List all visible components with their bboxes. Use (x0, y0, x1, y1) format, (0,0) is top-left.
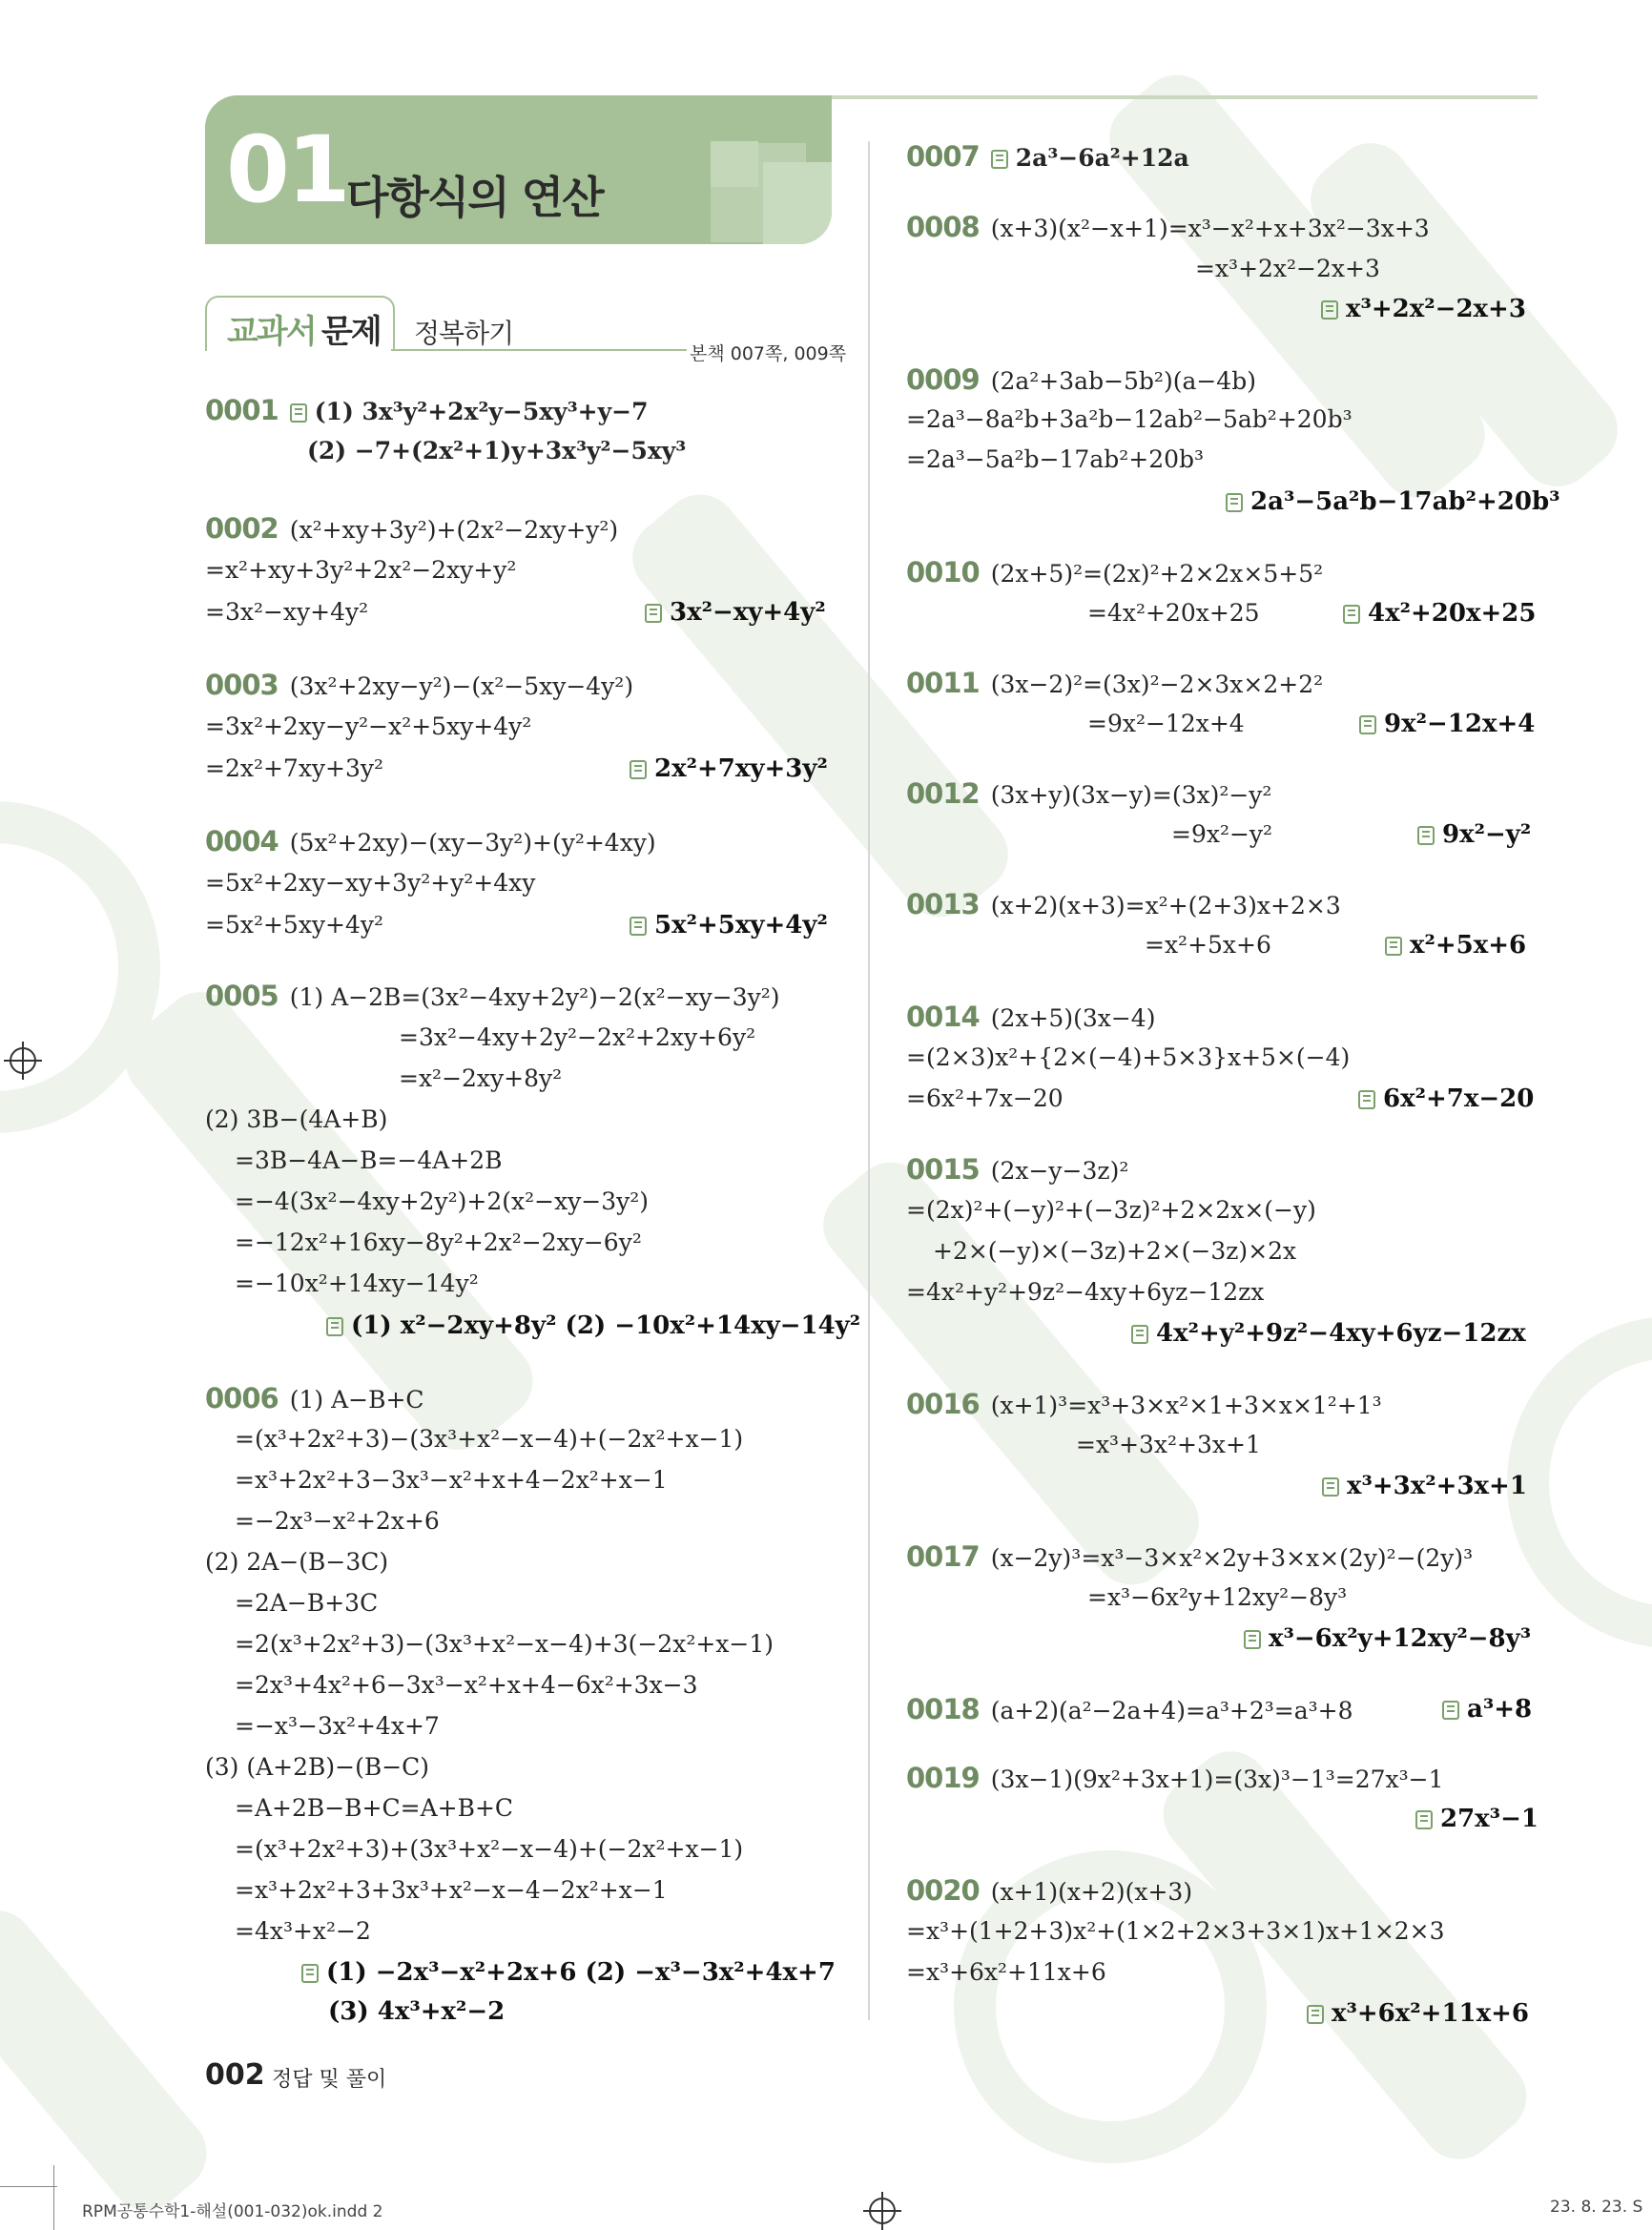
solution-line: =2x²+7xy+3y² (205, 754, 384, 782)
problem-0012 (906, 776, 1271, 813)
registration-mark-icon (10, 1047, 36, 1074)
solution-line: (3x+y)(3x−y)=(3x)²−y² (990, 781, 1272, 809)
solution-line: =2a³−5a²b−17ab²+20b³ (906, 445, 1205, 473)
answer (1307, 1996, 1529, 2031)
problem-number: 0011 (906, 667, 980, 699)
solution-line: =5x²+5xy+4y² (205, 911, 384, 939)
answer-icon (301, 1964, 319, 1983)
solution-line: =(x³+2x²+3)−(3x³+x²−x−4)+(−2x²+x−1) (235, 1425, 744, 1453)
answer-icon (1385, 937, 1402, 956)
answer (1343, 596, 1536, 630)
problem-number: 0019 (906, 1762, 980, 1794)
problem-number: 0009 (906, 363, 980, 396)
answer-icon (1322, 1477, 1339, 1497)
solution-line: (x²+xy+3y²)+(2x²−2xy+y²) (289, 516, 619, 544)
registration-mark-icon (869, 2198, 896, 2224)
solution-line: =−2x³−x²+2x+6 (235, 1507, 440, 1535)
solution-line: =(2×3)x²+{2×(−4)+5×3}x+5×(−4) (906, 1043, 1351, 1071)
solution-line: =2(x³+2x²+3)−(3x³+x²−x−4)+3(−2x²+x−1) (235, 1630, 774, 1658)
answer-text: 27x³−1 (1440, 1805, 1538, 1833)
problem-0010 (906, 555, 1323, 591)
solution-line: (5x²+2xy)−(xy−3y²)+(y²+4xy) (289, 829, 656, 857)
solution-line: (x+1)³=x³+3×x²×1+3×x×1²+1³ (990, 1392, 1382, 1419)
solution-line: (2) 3B−(4A+B) (205, 1105, 388, 1133)
answer-line (307, 434, 686, 468)
header-rule (832, 95, 1538, 99)
answer-text: (1) −2x³−x²+2x+6 (2) −x³−3x²+4x+7 (326, 1958, 836, 1987)
answer (1385, 928, 1526, 962)
solution-line: (2) 2A−(B−3C) (205, 1548, 389, 1576)
problem-0014 (906, 1000, 1155, 1036)
solution-line: (a+2)(a²−2a+4)=a³+2³=a³+8 (990, 1697, 1353, 1724)
answer-icon (1442, 1701, 1459, 1720)
answer-icon (1359, 715, 1376, 734)
solution-line: =−12x²+16xy−8y²+2x²−2xy−6y² (235, 1229, 642, 1256)
answer (1358, 1082, 1534, 1116)
problem-0016 (906, 1387, 1382, 1423)
answer: (3) 4x³+x²−2 (328, 1997, 506, 2026)
problem-0006 (205, 1381, 424, 1417)
answer-icon (1226, 493, 1243, 512)
watermark-shape (617, 479, 1023, 932)
solution-line: =3x²+2xy−y²−x²+5xy+4y² (205, 712, 532, 740)
problem-0020 (906, 1873, 1192, 1910)
answer-icon (326, 1317, 343, 1336)
section-title: 문제 (321, 313, 381, 351)
solution-line: +2×(−y)×(−3z)+2×(−3z)×2x (933, 1237, 1297, 1265)
solution-line: (x−2y)³=x³−3×x²×2y+3×x×(2y)²−(2y)³ (990, 1544, 1474, 1572)
problem-0013 (906, 887, 1341, 923)
answer (1226, 485, 1560, 519)
answer-text: x³+6x²+11x+6 (1332, 1999, 1529, 2028)
answer-text: x³+2x²−2x+3 (1346, 295, 1526, 323)
problem-number: 0018 (906, 1693, 980, 1725)
page-number: 002 (205, 2058, 265, 2092)
answer-text: x³+3x²+3x+1 (1347, 1472, 1527, 1500)
solution-line: (x+2)(x+3)=x²+(2+3)x+2×3 (990, 892, 1341, 919)
solution-line: =3x²−xy+4y² (205, 598, 369, 626)
footer-date: 23. 8. 23. S (1550, 2198, 1643, 2217)
page-label: 정답 및 풀이 (272, 2068, 387, 2092)
solution-line: =3B−4A−B=−4A+2B (235, 1146, 503, 1174)
crop-mark (0, 2186, 57, 2187)
watermark-shape (0, 1895, 222, 2225)
answer (630, 752, 828, 786)
answer-text: a³+8 (1467, 1695, 1533, 1724)
problem-0005 (205, 979, 780, 1015)
solution-line: (1) A−B+C (289, 1386, 424, 1414)
problem-number: 0010 (906, 556, 980, 588)
answer-icon (1343, 605, 1360, 624)
problem-0004 (205, 824, 656, 860)
answer-text: 2a³−5a²b−17ab²+20b³ (1250, 487, 1560, 516)
solution-line: =x³+2x²−2x+3 (1195, 255, 1380, 282)
solution-line: =(x³+2x²+3)+(3x³+x²−x−4)+(−2x²+x−1) (235, 1835, 744, 1863)
watermark-ring (1507, 1316, 1652, 1648)
answer-icon (290, 403, 307, 423)
answer (630, 908, 828, 942)
section-title-highlight: 교과서 (227, 313, 316, 351)
section-rule (391, 349, 687, 351)
answer-icon (1358, 1090, 1375, 1109)
solution-line: =2a³−8a²b+3a²b−12ab²−5ab²+20b³ (906, 405, 1353, 433)
solution-line: =6x²+7x−20 (906, 1084, 1063, 1112)
problem-0003 (205, 668, 633, 704)
solution-line: =2A−B+3C (235, 1589, 379, 1617)
answer (645, 595, 826, 630)
answer-icon (1321, 300, 1338, 320)
solution-line: =−4(3x²−4xy+2y²)+2(x²−xy−3y²) (235, 1187, 650, 1215)
problem-number: 0017 (906, 1540, 980, 1573)
answer (1359, 707, 1535, 741)
footer-filename: RPM공통수학1-해설(001-032)ok.indd 2 (82, 2202, 383, 2221)
problem-number: 0013 (906, 888, 980, 920)
section-reference: 본책 007쪽, 009쪽 (690, 343, 847, 364)
problem-0015 (906, 1152, 1128, 1188)
problem-number: 0008 (906, 211, 980, 243)
answer-text: 4x²+y²+9z²−4xy+6yz−12zx (1156, 1319, 1526, 1348)
solution-line: =x³+3x²+3x+1 (1076, 1431, 1261, 1458)
chapter-banner (205, 95, 832, 244)
chapter-number: 01 (226, 116, 348, 223)
problem-number: 0012 (906, 777, 980, 810)
solution-line: =x²+xy+3y²+2x²−2xy+y² (205, 556, 517, 584)
solution-line: =x³+6x²+11x+6 (906, 1958, 1106, 1986)
answer-icon (1307, 2005, 1324, 2024)
answer-text: 3x²−xy+4y² (670, 598, 826, 627)
solution-line: (3x²+2xy−y²)−(x²−5xy−4y²) (289, 672, 634, 700)
column-divider (868, 141, 870, 2020)
solution-line: =4x²+20x+25 (1087, 599, 1260, 627)
problem-number: 0007 (906, 140, 980, 173)
answer-icon (630, 917, 647, 936)
chapter-title: 다항식의 연산 (346, 172, 603, 223)
problem-0001 (205, 393, 648, 429)
problem-0019 (906, 1761, 1444, 1797)
solution-line: (2x+5)²=(2x)²+2×2x×5+5² (990, 560, 1324, 588)
problem-0009 (906, 362, 1256, 399)
solution-line: (3x−2)²=(3x)²−2×3x×2+2² (990, 671, 1324, 698)
answer-icon (991, 150, 1008, 169)
solution-line: =4x³+x²−2 (235, 1917, 371, 1945)
problem-number: 0005 (205, 980, 279, 1012)
answer-text: x³−6x²y+12xy²−8y³ (1269, 1624, 1532, 1653)
answer (1442, 1692, 1532, 1726)
answer-text: 9x²−y² (1442, 820, 1532, 849)
answer (1131, 1316, 1526, 1351)
solution-line: =x³+(1+2+3)x²+(1×2+2×3+3×1)x+1×2×3 (906, 1917, 1445, 1945)
solution-line: (2a²+3ab−5b²)(a−4b) (990, 367, 1256, 395)
solution-line: =−10x²+14xy−14y² (235, 1270, 479, 1297)
answer (1321, 292, 1526, 326)
problem-number: 0016 (906, 1388, 980, 1420)
problem-number: 0003 (205, 669, 279, 701)
answer-icon (1244, 1630, 1261, 1649)
answer-line: (1) 3x³y²+2x²y−5xy³+y−7 (314, 398, 649, 425)
section-subtitle: 정복하기 (414, 318, 514, 349)
problem-number: 0015 (906, 1153, 980, 1186)
solution-line: =−x³−3x²+4x+7 (235, 1712, 440, 1740)
answer (1417, 817, 1531, 852)
problem-0011 (906, 666, 1323, 702)
solution-line: =5x²+2xy−xy+3y²+y²+4xy (205, 869, 536, 897)
answer (1322, 1469, 1527, 1503)
problem-0018 (906, 1692, 1353, 1728)
answer-text: x²+5x+6 (1410, 931, 1527, 960)
answer-text: 2a³−6a²+12a (1015, 144, 1189, 172)
answer (326, 1309, 860, 1343)
answer-icon (1417, 826, 1435, 845)
solution-line: (2x+5)(3x−4) (990, 1004, 1156, 1032)
answer (301, 1955, 836, 1990)
solution-line: (x+3)(x²−x+1)=x³−x²+x+3x²−3x+3 (990, 215, 1430, 242)
solution-line: =A+2B−B+C=A+B+C (235, 1794, 514, 1822)
answer-icon (1131, 1325, 1148, 1344)
solution-line: =x³+2x²+3+3x³+x²−x−4−2x²+x−1 (235, 1876, 668, 1904)
solution-line: =3x²−4xy+2y²−2x²+2xy+6y² (399, 1023, 756, 1051)
answer-text: (1) x²−2xy+8y² (2) −10x²+14xy−14y² (351, 1311, 861, 1340)
solution-line: =x³−6x²y+12xy²−8y³ (1087, 1583, 1348, 1611)
answer-icon (630, 760, 647, 779)
answer-text: 4x²+20x+25 (1368, 599, 1537, 628)
solution-line: (2x−y−3z)² (990, 1157, 1129, 1185)
answer-icon (1415, 1810, 1433, 1829)
solution-line: =9x²−y² (1171, 820, 1273, 848)
solution-line: (3x−1)(9x²+3x+1)=(3x)³−1³=27x³−1 (990, 1765, 1444, 1793)
problem-number: 0001 (205, 394, 279, 426)
solution-line: (x+1)(x+2)(x+3) (990, 1878, 1193, 1906)
problem-0002 (205, 511, 618, 547)
answer-text: 5x²+5xy+4y² (654, 911, 828, 939)
answer-text: 6x²+7x−20 (1383, 1084, 1535, 1113)
solution-line: =x²−2xy+8y² (399, 1064, 563, 1092)
solution-line: =(2x)²+(−y)²+(−3z)²+2×2x×(−y) (906, 1196, 1316, 1224)
solution-line: =x³+2x²+3−3x³−x²+x+4−2x²+x−1 (235, 1466, 668, 1494)
solution-line: (3) (A+2B)−(B−C) (205, 1753, 430, 1781)
solution-line: (1) A−2B=(3x²−4xy+2y²)−2(x²−xy−3y²) (289, 983, 780, 1011)
answer-text: (2) −7+(2x²+1)y+3x³y²−5xy³ (307, 437, 687, 465)
crop-mark (53, 2165, 54, 2230)
answer (1415, 1802, 1538, 1836)
solution-line: =x²+5x+6 (1145, 931, 1271, 959)
solution-line: =4x²+y²+9z²−4xy+6yz−12zx (906, 1278, 1265, 1306)
answer-text: 9x²−12x+4 (1384, 710, 1536, 738)
problem-0007 (906, 139, 1189, 176)
problem-number: 0014 (906, 1001, 980, 1033)
problem-number: 0006 (205, 1382, 279, 1414)
problem-0008 (906, 210, 1430, 246)
problem-number: 0020 (906, 1874, 980, 1907)
solution-line: =9x²−12x+4 (1087, 710, 1245, 737)
problem-number: 0002 (205, 512, 279, 545)
solution-line: =2x³+4x²+6−3x³−x²+x+4−6x²+3x−3 (235, 1671, 698, 1699)
problem-0017 (906, 1539, 1473, 1576)
answer-icon (645, 604, 662, 623)
answer-text: 2x²+7xy+3y² (654, 754, 828, 783)
answer (1244, 1621, 1531, 1656)
problem-number: 0004 (205, 825, 279, 857)
